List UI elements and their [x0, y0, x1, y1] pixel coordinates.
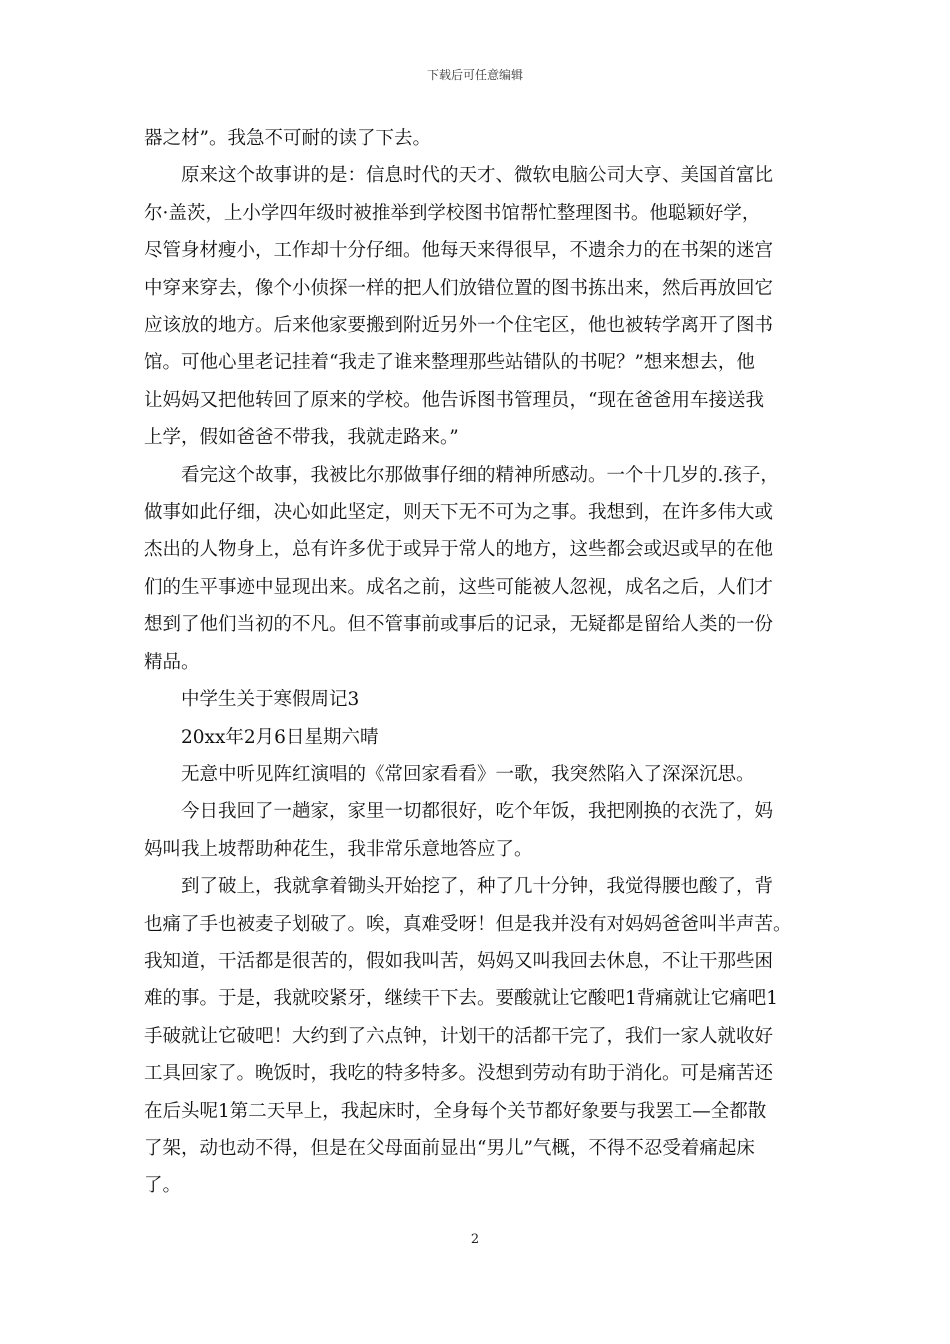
text-line: 杰出的人物身上，总有许多优于或异于常人的地方，这些都会或迟或早的在他: [144, 539, 774, 561]
text-line: 到了破上，我就拿着锄头开始挖了，种了几十分钟，我觉得腰也酸了，背: [181, 876, 774, 898]
text-line: 妈叫我上坡帮助种花生，我非常乐意地答应了。: [144, 838, 533, 860]
text-line: 应该放的地方。后来他家要搬到附近另外一个住宅区，他也被转学离开了图书: [144, 315, 774, 337]
text-line: 今日我回了一趟家，家里一切都很好，吃个年饭，我把刚换的衣洗了，妈: [181, 801, 774, 823]
text-line: 了架，动也动不得，但是在父母面前显出“男儿”气概，不得不忍受着痛起床: [144, 1137, 755, 1159]
text-line: 工具回家了。晚饭时，我吃的特多特多。没想到劳动有助于消化。可是痛苦还: [144, 1063, 774, 1085]
document-body: [144, 120, 808, 1205]
text-line: 器之材”。我急不可耐的读了下去。: [144, 128, 431, 149]
text-line: 了。: [144, 1175, 182, 1197]
paragraph: [144, 457, 808, 681]
paragraph: [144, 120, 808, 157]
text-line: 尔·盖茨，上小学四年级时被推举到学校图书馆帮忙整理图书。他聪颖好学，: [144, 202, 761, 224]
text-line: 原来这个故事讲的是：信息时代的天才、微软电脑公司大亨、美国首富比: [181, 165, 774, 187]
text-line: 上学，假如爸爸不带我，我就走路来。”: [144, 427, 459, 449]
text-line: 尽管身材瘦小，工作却十分仔细。他每天来得很早，不遗余力的在书架的迷宫: [144, 240, 774, 262]
text-line: 让妈妈又把他转回了原来的学校。他告诉图书管理员，“现在爸爸用车接送我: [144, 389, 764, 411]
text-line: 中学生关于寒假周记3: [181, 689, 360, 711]
paragraph: [144, 868, 808, 1205]
text-line: 馆。可他心里老记挂着“我走了谁来整理那些站错队的书呢？”想来想去，他: [144, 352, 755, 374]
paragraph: [144, 681, 808, 718]
text-line: 难的事。于是，我就咬紧牙，继续干下去。要酸就让它酸吧1背痛就让它痛吧1: [144, 988, 779, 1010]
text-line: 中穿来穿去，像个小侦探一样的把人们放错位置的图书拣出来，然后再放回它: [144, 277, 774, 299]
page-header: 下载后可任意编辑: [426, 68, 523, 82]
text-line: 在后头呢1第二天早上，我起床时，全身每个关节都好象要与我罢工—全都散: [144, 1100, 767, 1122]
text-line: 想到了他们当初的不凡。但不管事前或事后的记录，无疑都是留给人类的一份: [144, 614, 774, 636]
text-line: 看完这个故事，我被比尔那做事仔细的精神所感动。一个十几岁的.孩子，: [181, 464, 779, 486]
paragraph: [144, 157, 808, 456]
text-line: 们的生平事迹中显现出来。成名之前，这些可能被人忽视，成名之后，人们才: [144, 576, 774, 598]
text-line: 也痛了手也被麦子划破了。唉，真难受呀！但是我并没有对妈妈爸爸叫半声苦。: [144, 913, 792, 935]
paragraph: [144, 719, 808, 756]
text-line: 无意中听见阵红演唱的《常回家看看》一歌，我突然陷入了深深沉思。: [181, 763, 755, 785]
text-line: 20xx年2月6日星期六晴: [181, 726, 379, 748]
text-line: 我知道，干活都是很苦的，假如我叫苦，妈妈又叫我回去休息，不让干那些困: [144, 950, 774, 972]
text-line: 精品。: [144, 651, 200, 673]
page-number: 2: [470, 1232, 480, 1247]
paragraph: [144, 756, 808, 793]
text-line: 做事如此仔细，决心如此坚定，则天下无不可为之事。我想到，在许多伟大或: [144, 502, 774, 524]
paragraph: [144, 793, 808, 868]
text-line: 手破就让它破吧！大约到了六点钟，计划干的活都干完了，我们一家人就收好: [144, 1025, 774, 1047]
